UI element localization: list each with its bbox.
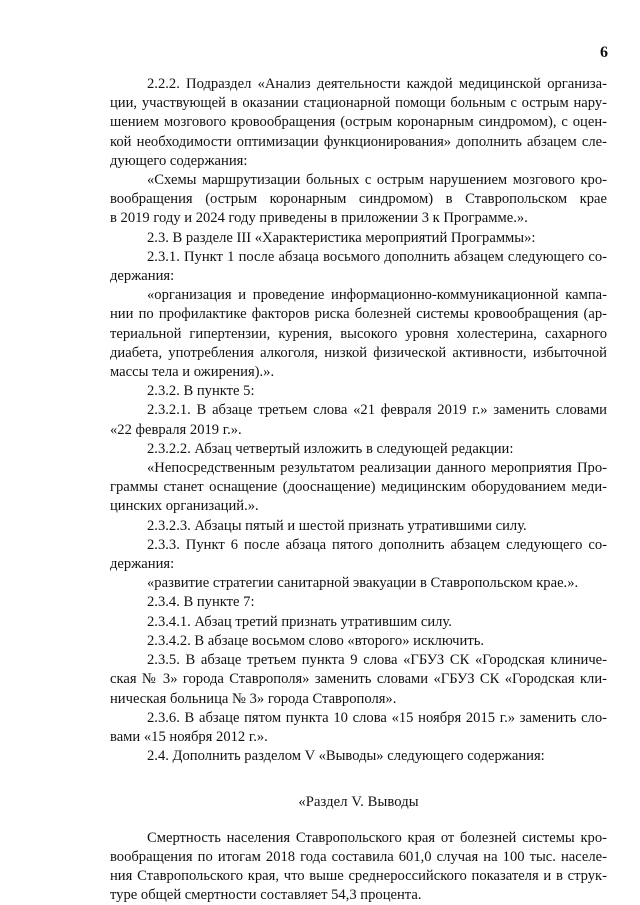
text-line: 2.3.3. Пункт 6 после абзаца пятого дополнить абзацем следующего со- [147, 536, 607, 553]
text-line: «Схемы маршрутизации больных с острым нарушением мозгового кро- [147, 172, 607, 189]
text-line: кой необходимости оптимизации функционирования» дополнить абзацем сле- [110, 133, 607, 150]
paragraph-p-2-3-3 [110, 536, 607, 574]
paragraph-p-2-4 [110, 747, 607, 766]
text-line: «22 февраля 2019 г.». [110, 421, 242, 438]
paragraph-p-2-2-2 [110, 75, 607, 171]
text-line: 2.4. Дополнить разделом V «Выводы» следующего содержания: [147, 748, 545, 765]
text-line: Смертность населения Ставропольского края от болезней системы кро- [147, 829, 607, 846]
text-line: цинских организаций.». [110, 498, 259, 515]
conclusion-paragraph [110, 829, 607, 905]
paragraph-p-2-3 [110, 229, 607, 248]
text-line: держания: [110, 556, 175, 573]
text-line: в 2019 году и 2024 году приведены в приложении 3 к Программе.». [110, 210, 528, 227]
text-line: 2.3.2.2. Абзац четвертый изложить в следующей редакции: [147, 440, 514, 457]
paragraph-p-2-3-5 [110, 651, 607, 709]
text-line: вообращения (острым коронарным синдромом) в Ставропольском крае [110, 191, 607, 208]
spacer [110, 766, 607, 785]
text-line: 2.2.2. Подраздел «Анализ деятельности каждой медицинской организа- [147, 76, 607, 92]
document-body [110, 75, 607, 905]
paragraph-p-2-3-6 [110, 709, 607, 747]
paragraph-p-2-3-4 [110, 593, 607, 612]
paragraph-p-2-3-2 [110, 382, 607, 401]
amendment-paragraphs [110, 75, 607, 766]
text-line: граммы станет оснащение (дооснащение) медицинским оборудованием меди- [110, 479, 607, 496]
text-line: массы тела и ожирения).». [110, 364, 275, 381]
text-line: диабета, употребления алкоголя, низкой физической активности, избыточной [110, 344, 607, 361]
paragraph-p-2-3-2-1 [110, 401, 607, 439]
paragraph-p-2-3-2-2 [110, 440, 607, 459]
text-line: держания: [110, 268, 175, 285]
text-line: 2.3. В разделе III «Характеристика мероприятий Программы»: [147, 229, 536, 246]
text-line: шением мозгового кровообращения (острым коронарным синдромом), с оцен- [110, 114, 607, 131]
text-line: ции, участвующей в оказании стационарной помощи больным с острым нару- [110, 95, 607, 112]
section-heading: «Раздел V. Выводы [298, 794, 419, 811]
paragraph-p-2-3-4-1 [110, 613, 607, 632]
text-line: 2.3.6. В абзаце пятом пункта 10 слова «15 ноября 2015 г.» заменить сло- [147, 709, 607, 726]
text-line: «организация и проведение информационно-коммуникационной кампа- [147, 287, 607, 304]
text-line: дующего содержания: [110, 152, 248, 169]
text-line: 2.3.4.2. В абзаце восьмом слово «второго» исключить. [147, 632, 485, 649]
text-line: вами «15 ноября 2012 г.». [110, 728, 268, 745]
text-line: 2.3.1. Пункт 1 после абзаца восьмого дополнить абзацем следующего со- [147, 248, 607, 265]
text-line: ническая больница № 3» города Ставрополя». [110, 690, 397, 707]
text-line: «Непосредственным результатом реализации данного мероприятия Про- [147, 460, 607, 477]
text-line: «развитие стратегии санитарной эвакуации в Ставропольском крае.». [147, 575, 579, 592]
text-line: териальной гипертензии, курения, высокого уровня холестерина, сахарного [110, 325, 607, 342]
text-line: 2.3.2.1. В абзаце третьем слова «21 февраля 2019 г.» заменить словами [147, 402, 607, 419]
text-line: вообращения по итогам 2018 года составила 601,0 случая на 100 тыс. населе- [110, 848, 607, 865]
paragraph-p-quote-routing [110, 171, 607, 229]
text-line: 2.3.4. В пункте 7: [147, 594, 255, 611]
text-line: 2.3.2.3. Абзацы пятый и шестой признать утратившими силу. [147, 517, 527, 534]
text-line: ния Ставропольского края, что выше среднероссийского показателя и в струк- [110, 867, 607, 884]
text-line: 2.3.2. В пункте 5: [147, 383, 255, 400]
text-line: нии по профилактике факторов риска болезней системы кровообращения (ар- [110, 306, 607, 323]
text-line: туре общей смертности составляет 54,3 процента. [110, 887, 422, 904]
text-line: ская № 3» города Ставрополя» заменить словами «ГБУЗ СК «Городская кли- [110, 671, 607, 688]
paragraph-p-quote-result [110, 459, 607, 517]
paragraph-p-2-3-4-2 [110, 632, 607, 651]
page-number: 6 [600, 44, 608, 61]
paragraph-p-quote-campaign [110, 286, 607, 382]
paragraph-p-2-3-2-3 [110, 517, 607, 536]
text-line: 2.3.4.1. Абзац третий признать утратившим силу. [147, 613, 452, 630]
paragraph-p-quote-evac [110, 574, 607, 593]
paragraph-p-2-3-1 [110, 248, 607, 286]
text-line: 2.3.5. В абзаце третьем пункта 9 слова «ГБУЗ СК «Городская клиниче- [147, 652, 607, 669]
